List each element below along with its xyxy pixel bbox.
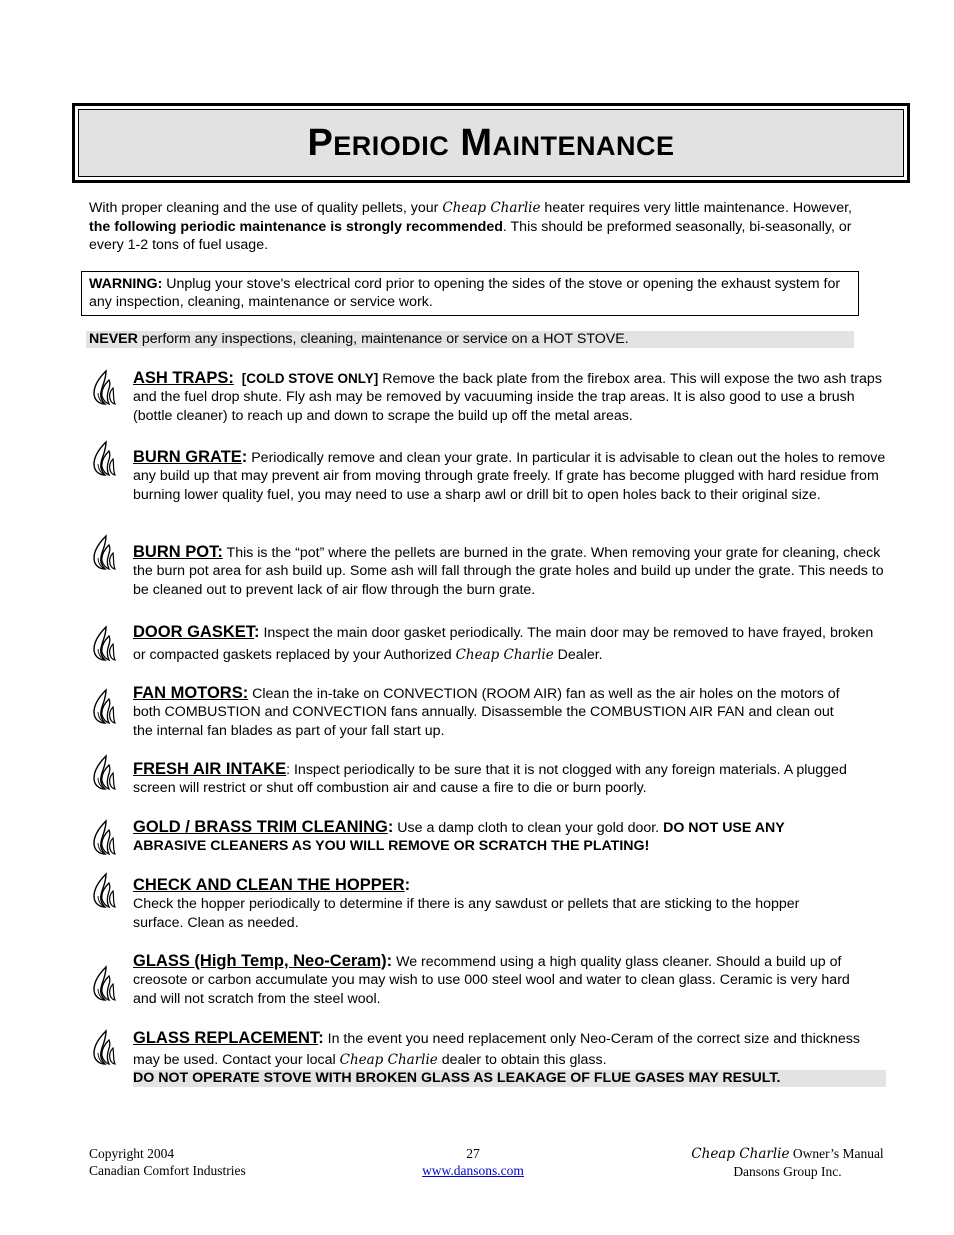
item-text: Check the hopper periodically to determine if there is any sawdust or pellets that are sticking to the hopper surface. Clean as needed. [133,896,800,931]
company-name: Canadian Comfort Industries [89,1163,246,1178]
item-text: Periodically remove and clean your grate. In particular it is advisable to clean out the holes to remove any build up that may prevent air from moving through grate freely. If grate has become plugged with hard residue from burning lower quality fuel, you may need to use a sharp awl or drill bit to open holes back to their original size. [133,450,886,503]
intro-text-2: heater requires very little maintenance. However, [540,200,852,216]
brand-name: Cheap Charlie [442,200,541,216]
item-colon: : [387,818,394,836]
item-heading: DOOR GASKET [133,623,255,641]
item-hopper [133,876,803,932]
item-text: Inspect the main door gasket periodically. The main door may be removed to have frayed, broken or compacted gaskets replaced by your Authorized [133,625,874,663]
item-text: Use a damp cloth to clean your gold door. [393,820,664,836]
warning-box [81,271,859,316]
copyright: Copyright 2004 [89,1146,175,1161]
item-heading: ASH TRAPS: [133,369,234,387]
item-tag: [COLD STOVE ONLY] [241,371,379,386]
item-colon: : [386,952,393,970]
brand-name: Cheap Charlie [691,1146,790,1162]
flame-icon [90,440,116,476]
item-warning: DO NOT USE ANY ABRASIVE CLEANERS AS YOU WILL REMOVE OR SCRATCH THE PLATING! [133,820,785,855]
item-colon: : [404,876,411,894]
intro-bold: the following periodic maintenance is strongly recommended [89,218,503,235]
flame-icon [90,534,116,570]
item-trim-cleaning [133,818,833,856]
brand-name: Cheap Charlie [455,646,554,663]
never-text: perform any inspections, cleaning, maintenance or service on a HOT STOVE. [137,331,629,347]
footer-center [414,1145,532,1179]
item-colon: : [286,762,291,778]
item-fresh-air-intake [133,760,889,798]
page-number: 27 [466,1146,480,1161]
item-text: dealer to obtain this glass. [437,1051,607,1068]
intro-text-3: . This should be preformed seasonally, bi-seasonally, or every 1-2 tons of fuel usage. [89,218,852,253]
manual-title: Owner’s Manual [789,1146,884,1161]
item-text: In the event you need replacement only Neo-Ceram of the correct size and thickness may be used. Contact your local [133,1031,860,1068]
title-box [78,109,904,177]
item-text: This is the “pot” where the pellets are burned in the grate. When removing your grate for cleaning, check the burn pot area for ash build up. Some ash will fall through the grate holes and build up under the grate. This needs to be cleaned out to prevent lack of air flow through the burn grate. [133,545,884,598]
never-notice [86,331,854,348]
flame-icon [90,688,116,724]
flame-icon [90,754,116,790]
flame-icon [90,1029,116,1065]
brand-name: Cheap Charlie [339,1051,438,1068]
item-heading: GLASS REPLACEMENT [133,1029,319,1047]
item-ash-traps [133,369,889,425]
item-text: Inspect periodically to be sure that it is not clogged with any foreign materials. A plugged screen will restrict or shut off combustion air and cause a fire to die or burn poorly. [133,762,847,797]
flame-icon [90,965,116,1001]
never-label: NEVER [89,331,138,347]
item-colon: : [254,623,260,641]
intro-text-1: With proper cleaning and the use of quality pellets, your [89,200,443,216]
glass-warning: DO NOT OPERATE STOVE WITH BROKEN GLASS AS LEAKAGE OF FLUE GASES MAY RESULT. [133,1070,886,1087]
page-title: Periodic Maintenance [307,121,675,164]
item-heading: BURN POT: [133,543,223,561]
item-text: Dealer. [553,646,603,663]
item-glass-replacement [133,1028,889,1087]
title-frame [72,103,910,183]
item-burn-pot [133,543,889,599]
warning-text: Unplug your stove's electrical cord prior to opening the sides of the stove or opening the exhaust system for any inspection, cleaning, maintenance or service work. [89,276,841,310]
item-colon: : [318,1029,324,1047]
item-text: Remove the back plate from the firebox area. This will expose the two ash traps and the fuel drop shute. Fly ash may be removed by vacuuming inside the trap areas. It is also good to use a brush (bottle cleaner) to reach up and down to scrape the build up off the metal areas. [133,371,882,424]
flame-icon [90,625,116,661]
footer-left [89,1145,246,1179]
item-text: We recommend using a high quality glass cleaner. Should a build up of creosote or carbon accumulate you may wish to use 000 steel wool and water to clean glass. Ceramic is very hard and will not scratch from the steel wool. [133,954,850,1007]
item-colon: : [241,448,248,466]
flame-icon [90,369,116,405]
item-fan-motors [133,684,848,740]
item-heading: FAN MOTORS: [133,684,249,702]
item-text: Clean the in-take on CONVECTION (ROOM AIR) fan as well as the air holes on the motors of both COMBUSTION and CONVECTION fans annually. Disassemble the COMBUSTION AIR FAN and clean out the internal fan blades as part of your fall start up. [133,686,840,739]
item-burn-grate [133,448,889,504]
item-glass [133,952,868,1008]
item-heading: CHECK AND CLEAN THE HOPPER [133,876,405,894]
item-heading: GLASS (High Temp, Neo-Ceram) [133,952,387,970]
item-heading: GOLD / BRASS TRIM CLEANING [133,818,388,836]
footer-right [690,1145,885,1180]
website-link[interactable]: www.dansons.com [422,1163,524,1178]
item-door-gasket [133,622,889,666]
intro-paragraph [89,199,859,255]
flame-icon [90,872,116,908]
group-name: Dansons Group Inc. [733,1164,842,1179]
warning-label: WARNING: [89,276,163,292]
item-heading: FRESH AIR INTAKE [133,760,287,778]
flame-icon [90,819,116,855]
item-heading: BURN GRATE [133,448,242,466]
